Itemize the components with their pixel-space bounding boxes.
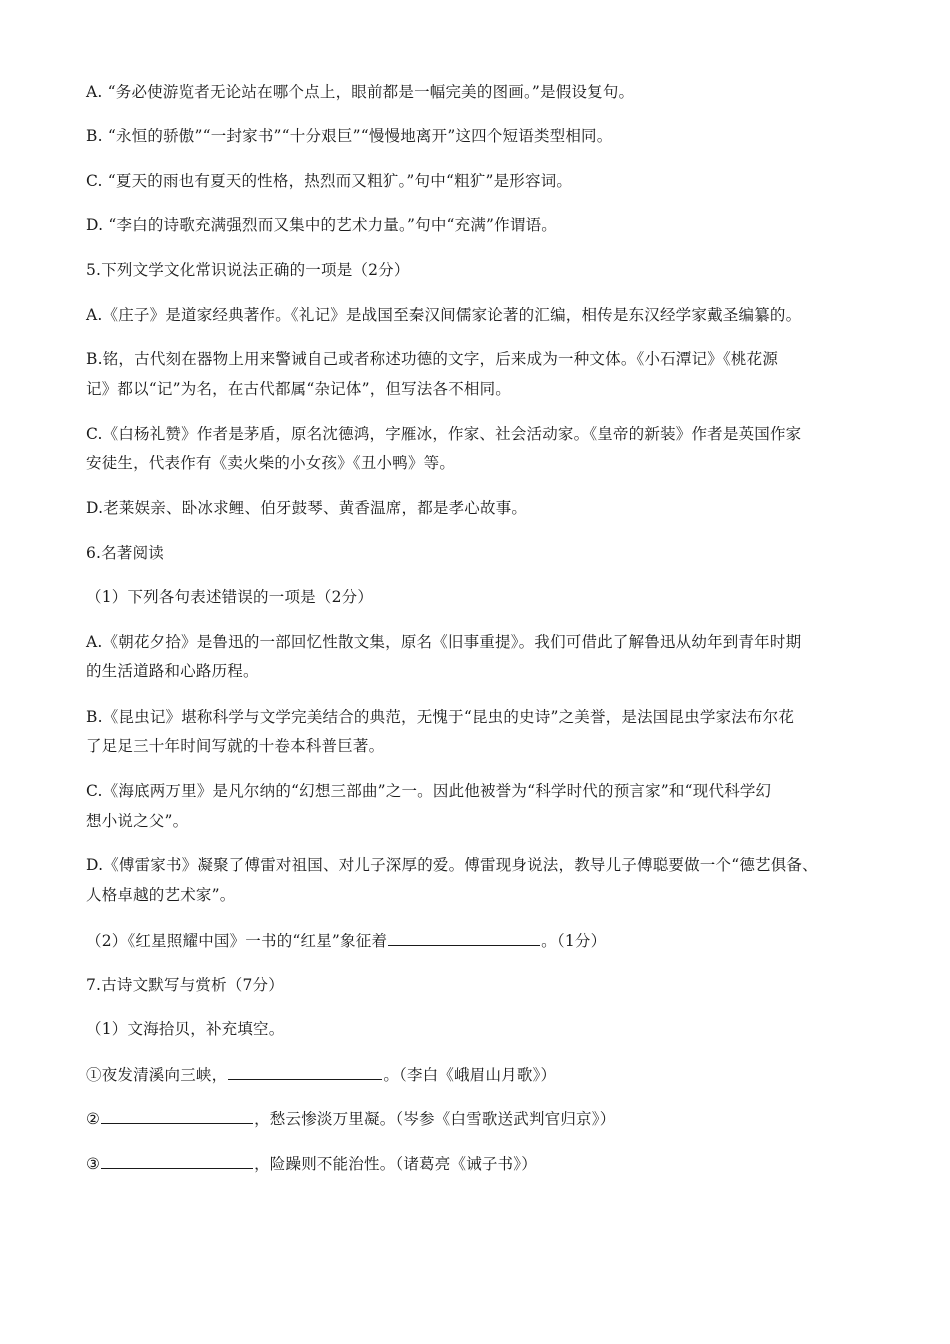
q7-1-title: （1）文海拾贝，补充填空。 [86,1020,285,1038]
q6-2-score: 。（1分） [541,932,607,950]
q6-option-b-line1: B.《昆虫记》堪称科学与文学完美结合的典范，无愧于“昆虫的史诗”之美誉，是法国昆虫学家法布尔花 [86,708,795,726]
q4-option-c: C. “夏天的雨也有夏天的性格，热烈而又粗犷。”句中“粗犷”是形容词。 [86,172,573,190]
q5-option-d: D.老莱娱亲、卧冰求鲤、伯牙鼓琴、黄香温席，都是孝心故事。 [86,499,528,517]
q4-option-b: B. “永恒的骄傲”“一封家书”“十分艰巨”“慢慢地离开”这四个短语类型相同。 [86,127,613,145]
q6-option-d-line1: D.《傅雷家书》凝聚了傅雷对祖国、对儿子深厚的爱。傅雷现身说法，教导儿子傅聪要做一个“德艺俱备、 [86,856,818,874]
q7-item-2 [86,1108,615,1129]
q7-title: 7.古诗文默写与赏析（7分） [86,976,284,994]
q5-option-c-line1: C.《白杨礼赞》作者是茅盾，原名沈德鸿，字雁冰，作家、社会活动家。《皇帝的新装》作者是英国作家 [86,425,802,443]
q7-item-2-source: ，愁云惨淡万里凝。（岑参《白雪歌送武判官归京》） [254,1110,616,1128]
q4-option-d: D. “李白的诗歌充满强烈而又集中的艺术力量。”句中“充满”作谓语。 [86,216,557,234]
q6-1-title: （1）下列各句表述错误的一项是（2分） [86,588,374,606]
q5-option-a: A.《庄子》是道家经典著作。《礼记》是战国至秦汉间儒家论著的汇编，相传是东汉经学家戴圣编纂的。 [86,306,802,324]
q4-option-a: A. “务必使游览者无论站在哪个点上，眼前都是一幅完美的图画。”是假设复句。 [86,83,635,101]
q6-option-c-line1: C.《海底两万里》是凡尔纳的“幻想三部曲”之一。因此他被誉为“科学时代的预言家”和“现代科学幻 [86,782,772,800]
q7-item-1 [86,1064,556,1085]
q7-item-3-number: ③ [86,1155,101,1173]
q5-option-b-line1: B.铭，古代刻在器物上用来警诫自己或者称述功德的文字，后来成为一种文体。《小石潭记》《桃花源 [86,350,779,368]
q7-item-1-source: 。（李白《峨眉山月歌》） [383,1066,557,1084]
q7-item-1-prompt: ①夜发清溪向三峡， [86,1066,228,1084]
q6-option-a-line1: A.《朝花夕拾》是鲁迅的一部回忆性散文集，原名《旧事重提》。我们可借此了解鲁迅从幼年到青年时期 [86,633,802,651]
q7-item-2-answer-blank[interactable] [101,1108,253,1124]
q5-option-c-line2: 安徒生，代表作有《卖火柴的小女孩》《丑小鸭》等。 [86,454,456,472]
q7-item-1-answer-blank[interactable] [228,1064,382,1080]
q7-item-2-number: ② [86,1110,101,1128]
q6-2-prompt: （2）《红星照耀中国》一书的“红星”象征着 [86,932,388,950]
q6-2-answer-blank[interactable] [388,930,540,946]
q7-item-3 [86,1153,537,1174]
q5-option-b-line2: 记》都以“记”为名，在古代都属“杂记体”，但写法各不相同。 [86,380,511,398]
q6-option-c-line2: 想小说之父”。 [86,812,189,830]
q6-option-d-line2: 人格卓越的艺术家”。 [86,886,236,904]
q6-title: 6.名著阅读 [86,544,164,562]
q7-item-3-answer-blank[interactable] [101,1153,253,1169]
q6-option-b-line2: 了足足三十年时间写就的十卷本科普巨著。 [86,737,385,755]
q5-title: 5.下列文学文化常识说法正确的一项是（2分） [86,261,410,279]
q7-item-3-source: ，险躁则不能治性。（诸葛亮《诫子书》） [254,1155,537,1173]
q6-option-a-line2: 的生活道路和心路历程。 [86,662,259,680]
q6-2-fill-in [86,930,606,951]
